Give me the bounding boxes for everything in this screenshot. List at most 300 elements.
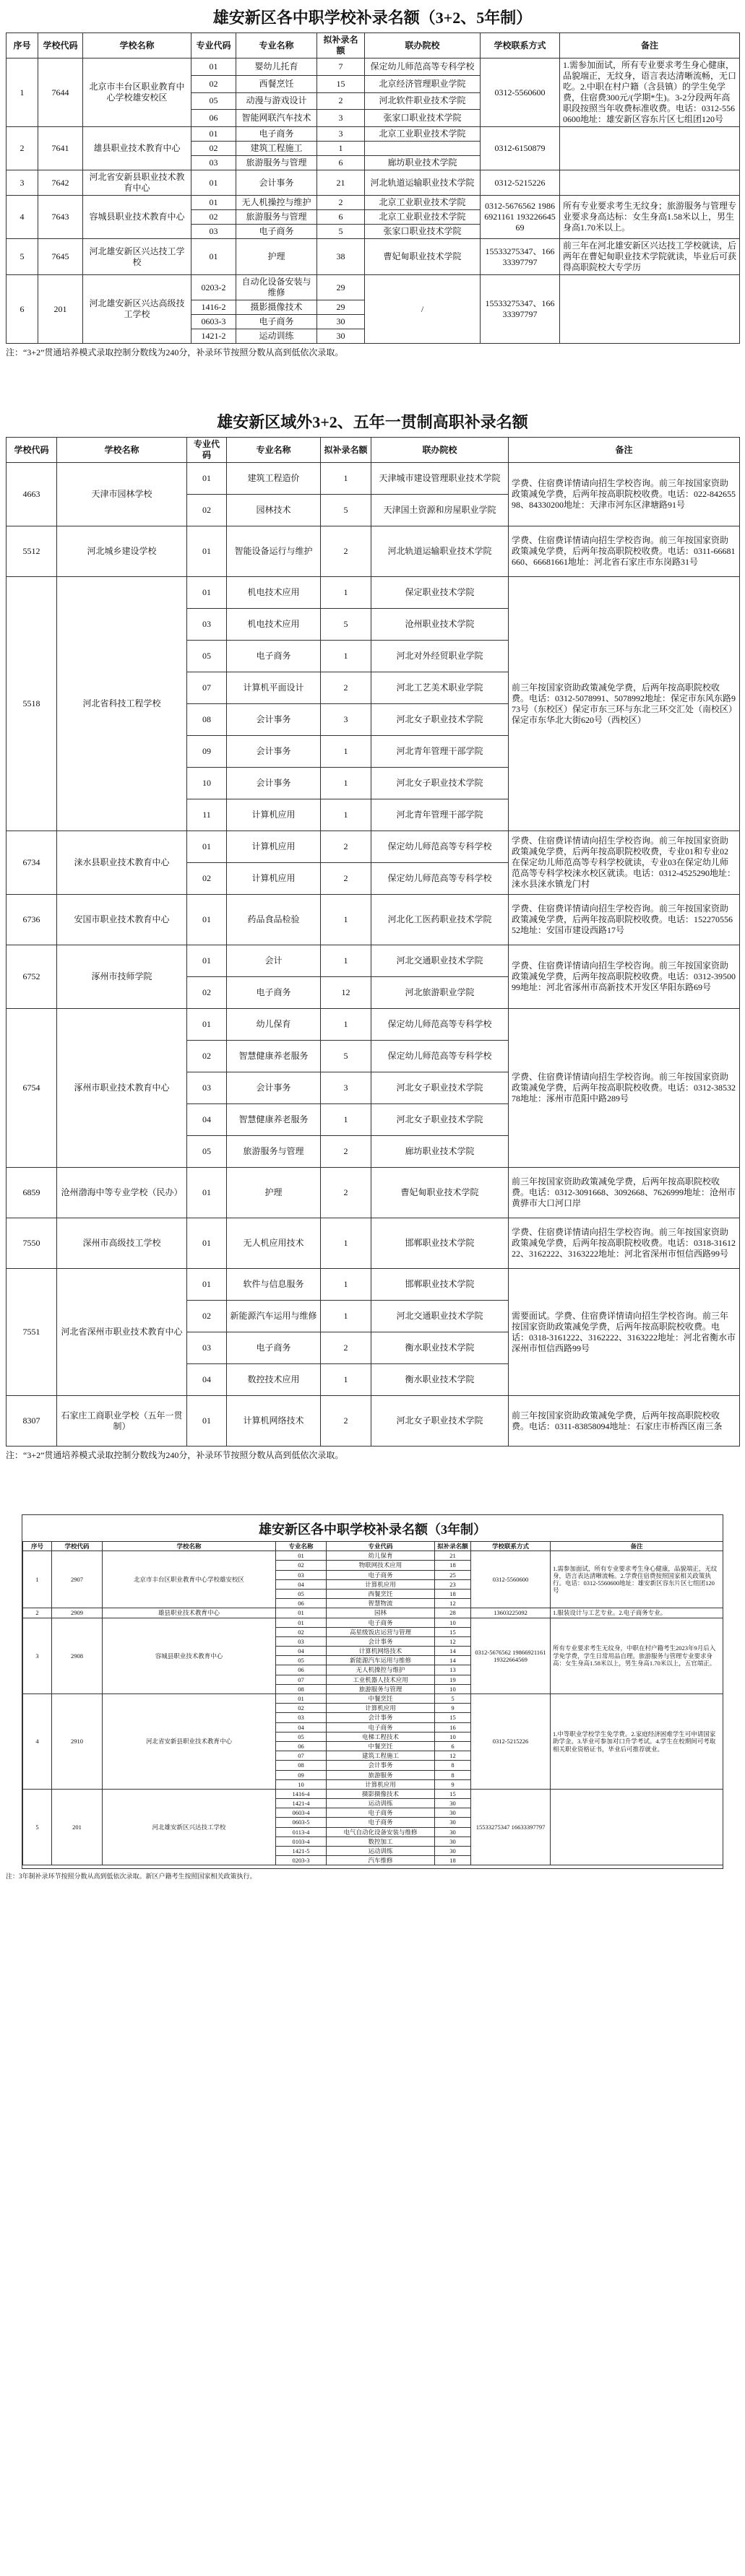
quota: 1 bbox=[317, 142, 365, 156]
major-code: 0103-4 bbox=[276, 1836, 327, 1846]
major-name: 电子商务 bbox=[227, 977, 321, 1009]
partner-college: 保定幼儿师范高等专科学校 bbox=[371, 1009, 509, 1041]
school-code: 6754 bbox=[7, 1009, 57, 1168]
school-name: 河北省安新县职业技术教育中心 bbox=[103, 1694, 276, 1790]
quota: 28 bbox=[435, 1608, 471, 1618]
major-code: 01 bbox=[187, 1396, 227, 1447]
quota: 1 bbox=[321, 1218, 371, 1269]
quota: 30 bbox=[435, 1836, 471, 1846]
major-code: 01 bbox=[276, 1694, 327, 1704]
table-row bbox=[7, 1269, 740, 1301]
table-row bbox=[7, 275, 740, 300]
table-row bbox=[7, 463, 740, 495]
school-name: 北京市丰台区职业教育中心学校雄安校区 bbox=[83, 58, 191, 127]
quota: 1 bbox=[321, 463, 371, 495]
quota: 5 bbox=[321, 609, 371, 641]
major-code: 03 bbox=[276, 1636, 327, 1646]
quota: 1 bbox=[321, 1104, 371, 1136]
t1-header-cell: 学校联系方式 bbox=[481, 33, 560, 58]
major-code: 0203-2 bbox=[191, 275, 236, 300]
major-code: 03 bbox=[276, 1713, 327, 1722]
t2-note: 注：“3+2”贯通培养模式录取控制分数线为240分，补录环节按照分数从高到低依次录取。 bbox=[6, 1450, 344, 1460]
remark bbox=[560, 275, 740, 344]
partner-college: 河北女子职业技术学院 bbox=[371, 768, 509, 799]
major-name: 数控技术应用 bbox=[227, 1364, 321, 1396]
section-t1 bbox=[0, 0, 745, 358]
quota: 8 bbox=[435, 1761, 471, 1770]
partner-college: 河北女子职业技术学院 bbox=[371, 1072, 509, 1104]
table-row bbox=[23, 1694, 723, 1704]
major-code: 03 bbox=[187, 1332, 227, 1364]
partner-college: 保定幼儿师范高等专科学校 bbox=[365, 58, 481, 76]
quota: 1 bbox=[321, 895, 371, 945]
school-code: 7551 bbox=[7, 1269, 57, 1396]
school-code: 6736 bbox=[7, 895, 57, 945]
major-code: 01 bbox=[187, 526, 227, 577]
major-name: 智慧健康养老服务 bbox=[227, 1104, 321, 1136]
section-t2 bbox=[0, 404, 745, 1461]
spacer bbox=[0, 358, 745, 404]
major-code: 0113-4 bbox=[276, 1827, 327, 1836]
major-name: 自动化设备安装与维修 bbox=[236, 275, 317, 300]
major-name: 中餐烹饪 bbox=[327, 1741, 435, 1751]
quota: 30 bbox=[435, 1847, 471, 1856]
major-code: 05 bbox=[276, 1589, 327, 1598]
partner-college: 天津国土资源和房屋职业学院 bbox=[371, 495, 509, 526]
quota: 5 bbox=[317, 225, 365, 239]
remark: 1.需参加面试，所有专业要求考生身心健康，品貌端正，无纹身，语言表达清晰流畅。2.学费住宿费按照国家相关政策执行。电话：0312-5560600地址：雄安新区容东片区七组团120号 bbox=[551, 1551, 723, 1608]
major-name: 会计事务 bbox=[227, 1072, 321, 1104]
major-name: 护理 bbox=[227, 1168, 321, 1218]
quota: 15 bbox=[317, 75, 365, 92]
remark: 学费、住宿费详情请向招生学校咨询。前三年按国家资助政策减免学费，后两年按高职院校收费。电话：0318-3161222、3162222、3163222地址：河北省深州市恒信西路99号 bbox=[509, 1218, 740, 1269]
major-code: 01 bbox=[191, 170, 236, 196]
major-name: 电子商务 bbox=[327, 1570, 435, 1579]
remark bbox=[560, 170, 740, 196]
partner-college: 河北工艺美术职业学院 bbox=[371, 672, 509, 704]
major-code: 06 bbox=[191, 110, 236, 127]
major-name: 旅游服务与管理 bbox=[236, 210, 317, 225]
major-name: 计算机平面设计 bbox=[227, 672, 321, 704]
school-contact: 15533275347、16633397797 bbox=[481, 275, 560, 344]
partner-college: 衡水职业技术学院 bbox=[371, 1332, 509, 1364]
t3-header-row bbox=[23, 1542, 723, 1551]
school-contact: 0312-5560600 bbox=[481, 58, 560, 127]
major-code: 01 bbox=[276, 1608, 327, 1618]
major-name: 会计事务 bbox=[327, 1761, 435, 1770]
major-code: 01 bbox=[187, 831, 227, 863]
quota: 30 bbox=[435, 1799, 471, 1808]
major-code: 04 bbox=[276, 1722, 327, 1732]
partner-college: 河北交通职业技术学院 bbox=[371, 1301, 509, 1332]
major-code: 01 bbox=[191, 58, 236, 76]
school-name: 石家庄工商职业学校（五年一贯制） bbox=[57, 1396, 187, 1447]
major-code: 01 bbox=[187, 895, 227, 945]
major-name: 无人机应用技术 bbox=[227, 1218, 321, 1269]
major-code: 1421-2 bbox=[191, 329, 236, 344]
major-name: 运动训练 bbox=[236, 329, 317, 344]
t3-note: 注：3年制补录环节按照分数从高到低依次录取。新区户籍考生按照国家相关政策执行。 bbox=[6, 1873, 257, 1881]
quota: 23 bbox=[435, 1579, 471, 1589]
major-name: 电气自动化设备安装与维修 bbox=[327, 1827, 435, 1836]
quota: 1 bbox=[321, 1301, 371, 1332]
spacer bbox=[0, 1461, 745, 1514]
major-name: 电子商务 bbox=[327, 1808, 435, 1818]
row-number: 3 bbox=[23, 1618, 52, 1694]
table-row bbox=[7, 170, 740, 196]
major-name: 西餐烹饪 bbox=[327, 1589, 435, 1598]
major-code: 01 bbox=[191, 196, 236, 210]
major-code: 07 bbox=[276, 1751, 327, 1761]
partner-college: 河北轨道运输职业技术学院 bbox=[371, 526, 509, 577]
school-name: 涿州市职业技术教育中心 bbox=[57, 1009, 187, 1168]
row-number: 5 bbox=[23, 1789, 52, 1865]
major-name: 会计事务 bbox=[327, 1636, 435, 1646]
remark: 前三年按国家资助政策减免学费，后两年按高职院校收费。电话：0311-83858094地址：石家庄市桥西区南三条 bbox=[509, 1396, 740, 1447]
table-row bbox=[7, 1168, 740, 1218]
school-name: 安国市职业技术教育中心 bbox=[57, 895, 187, 945]
major-name: 新能源汽车运用与维修 bbox=[227, 1301, 321, 1332]
remark: 学费、住宿费详情请向招生学校咨询。前三年按国家资助政策减免学费，后两年按高职院校收费，专业01和专业02在保定幼儿师范高等专科学校就读，专业03在保定幼儿师范高等专科学校涞水校区就读。电话：0312-4525290地址：涞水县涞水镇龙门村 bbox=[509, 831, 740, 895]
school-name: 河北省科技工程学校 bbox=[57, 577, 187, 831]
t2-header-cell: 备注 bbox=[509, 438, 740, 463]
major-name: 幼儿保育 bbox=[327, 1551, 435, 1561]
remark bbox=[551, 1789, 723, 1865]
school-code: 7644 bbox=[38, 58, 83, 127]
t3-body bbox=[23, 1551, 723, 1865]
quota: 3 bbox=[321, 1072, 371, 1104]
quota: 3 bbox=[317, 127, 365, 142]
major-code: 03 bbox=[191, 156, 236, 170]
major-name: 计算机应用 bbox=[227, 799, 321, 831]
major-name: 计算机应用 bbox=[327, 1779, 435, 1789]
quota: 2 bbox=[317, 196, 365, 210]
partner-college: 河北女子职业技术学院 bbox=[371, 1396, 509, 1447]
table-row bbox=[7, 526, 740, 577]
school-contact: 0312-6150879 bbox=[481, 127, 560, 170]
school-contact: 0312-5676562 19866921161 19322664569 bbox=[481, 196, 560, 239]
table-row bbox=[7, 895, 740, 945]
major-name: 旅游服务与管理 bbox=[236, 156, 317, 170]
major-name: 计算机应用 bbox=[227, 831, 321, 863]
t3-header-cell: 序号 bbox=[23, 1542, 52, 1551]
t3-table bbox=[22, 1541, 723, 1865]
table-row bbox=[7, 831, 740, 863]
major-code: 05 bbox=[187, 1136, 227, 1168]
major-code: 1416-2 bbox=[191, 300, 236, 315]
quota: 15 bbox=[435, 1627, 471, 1636]
school-code: 7643 bbox=[38, 196, 83, 239]
major-code: 0603-3 bbox=[191, 315, 236, 329]
quota: 2 bbox=[321, 1136, 371, 1168]
major-code: 06 bbox=[276, 1741, 327, 1751]
quota: 1 bbox=[321, 945, 371, 977]
remark: 1.中等职业学校学生免学费。2.家庭经济困难学生可申请国家助学金。3.毕业可参加对口升学考试。4.学生在校期间可考取相关职业资格证书，毕业后可推荐就业。 bbox=[551, 1694, 723, 1790]
t3-header-cell: 专业代码 bbox=[327, 1542, 435, 1551]
section-t3 bbox=[0, 1514, 745, 1881]
table-row bbox=[23, 1789, 723, 1798]
quota: 1 bbox=[321, 768, 371, 799]
partner-college: 沧州职业技术学院 bbox=[371, 609, 509, 641]
major-code: 04 bbox=[187, 1364, 227, 1396]
remark: 前三年按国家资助政策减免学费，后两年按高职院校收费。电话：0312-3091668、3092668、7626999地址：沧州市黄骅市大口河口岸 bbox=[509, 1168, 740, 1218]
quota: 1 bbox=[321, 1009, 371, 1041]
school-contact: 15533275347、16633397797 bbox=[481, 239, 560, 275]
partner-college: 邯郸职业技术学院 bbox=[371, 1218, 509, 1269]
quota: 12 bbox=[435, 1636, 471, 1646]
major-code: 04 bbox=[187, 1104, 227, 1136]
partner-college: 保定职业技术学院 bbox=[371, 577, 509, 609]
school-code: 5512 bbox=[7, 526, 57, 577]
major-code: 08 bbox=[187, 704, 227, 736]
quota: 38 bbox=[317, 239, 365, 275]
partner-college: 廊坊职业技术学院 bbox=[371, 1136, 509, 1168]
partner-college: 河北青年管理干部学院 bbox=[371, 799, 509, 831]
major-name: 电梯工程技术 bbox=[327, 1732, 435, 1741]
major-name: 西餐烹饪 bbox=[236, 75, 317, 92]
t3-header-cell: 拟补录名额 bbox=[435, 1542, 471, 1551]
quota: 2 bbox=[321, 1332, 371, 1364]
major-code: 02 bbox=[191, 210, 236, 225]
major-name: 电子商务 bbox=[236, 127, 317, 142]
quota: 2 bbox=[321, 1396, 371, 1447]
row-number: 2 bbox=[7, 127, 38, 170]
t3-header-cell: 学校代码 bbox=[52, 1542, 103, 1551]
major-name: 电子商务 bbox=[227, 641, 321, 672]
remark: 前三年在河北雄安新区兴达技工学校就读，后两年在曹妃甸职业技术学院就读，毕业后可获得高职院校大专学历 bbox=[560, 239, 740, 275]
major-code: 09 bbox=[187, 736, 227, 768]
quota: 16 bbox=[435, 1722, 471, 1732]
major-code: 03 bbox=[187, 609, 227, 641]
quota: 10 bbox=[435, 1732, 471, 1741]
partner-college: 保定幼儿师范高等专科学校 bbox=[371, 831, 509, 863]
major-code: 06 bbox=[276, 1599, 327, 1608]
row-number: 6 bbox=[7, 275, 38, 344]
major-name: 智慧物流 bbox=[327, 1599, 435, 1608]
t2-header-cell: 联办院校 bbox=[371, 438, 509, 463]
quota: 1 bbox=[321, 1364, 371, 1396]
t3-header-cell: 专业名称 bbox=[276, 1542, 327, 1551]
major-code: 03 bbox=[276, 1570, 327, 1579]
major-name: 旅游服务与管理 bbox=[327, 1684, 435, 1694]
major-name: 摄影摄像技术 bbox=[236, 300, 317, 315]
school-code: 6752 bbox=[7, 945, 57, 1009]
quota: 1 bbox=[321, 736, 371, 768]
row-number: 1 bbox=[23, 1551, 52, 1608]
major-code: 02 bbox=[187, 863, 227, 895]
school-name: 沧州渤海中等专业学校（民办） bbox=[57, 1168, 187, 1218]
school-code: 6734 bbox=[7, 831, 57, 895]
partner-college: 邯郸职业技术学院 bbox=[371, 1269, 509, 1301]
major-code: 04 bbox=[276, 1579, 327, 1589]
t3-header-cell: 备注 bbox=[551, 1542, 723, 1551]
partner-college: 天津城市建设管理职业技术学院 bbox=[371, 463, 509, 495]
school-name: 深州市高级技工学校 bbox=[57, 1218, 187, 1269]
quota: 13 bbox=[435, 1665, 471, 1675]
quota: 7 bbox=[317, 58, 365, 76]
school-code: 7645 bbox=[38, 239, 83, 275]
quota: 21 bbox=[435, 1551, 471, 1561]
major-name: 摄影摄像技术 bbox=[327, 1789, 435, 1798]
quota: 18 bbox=[435, 1856, 471, 1865]
quota: 1 bbox=[321, 577, 371, 609]
quota: 10 bbox=[435, 1684, 471, 1694]
major-name: 电子商务 bbox=[236, 225, 317, 239]
major-code: 01 bbox=[187, 1009, 227, 1041]
t1-header-cell: 学校名称 bbox=[83, 33, 191, 58]
row-number: 1 bbox=[7, 58, 38, 127]
school-contact: 0312-5560600 bbox=[471, 1551, 551, 1608]
quota: 6 bbox=[317, 210, 365, 225]
remark: 所有专业要求考生无纹身；旅游服务与管理专业要求身高达标：女生身高1.58米以上，男生身高1.70米以上。 bbox=[560, 196, 740, 239]
quota: 6 bbox=[435, 1741, 471, 1751]
major-name: 汽车维修 bbox=[327, 1856, 435, 1865]
major-name: 物联网技术应用 bbox=[327, 1561, 435, 1570]
quota: 29 bbox=[317, 300, 365, 315]
partner-college: 河北软件职业技术学院 bbox=[365, 92, 481, 110]
major-code: 10 bbox=[187, 768, 227, 799]
school-code: 2910 bbox=[52, 1694, 103, 1790]
major-code: 09 bbox=[276, 1770, 327, 1779]
major-code: 08 bbox=[276, 1761, 327, 1770]
quota: 2 bbox=[321, 672, 371, 704]
remark: 1.服装设计与工艺专业。2.电子商务专业。 bbox=[551, 1608, 723, 1618]
school-code: 7642 bbox=[38, 170, 83, 196]
partner-college: 河北青年管理干部学院 bbox=[371, 736, 509, 768]
major-name: 动漫与游戏设计 bbox=[236, 92, 317, 110]
partner-college: 曹妃甸职业技术学院 bbox=[371, 1168, 509, 1218]
major-name: 中餐烹饪 bbox=[327, 1694, 435, 1704]
major-code: 08 bbox=[276, 1684, 327, 1694]
partner-college: 河北对外经贸职业学院 bbox=[371, 641, 509, 672]
school-name: 河北省安新县职业技术教育中心 bbox=[83, 170, 191, 196]
major-name: 电子商务 bbox=[236, 315, 317, 329]
partner-college: 北京工业职业技术学院 bbox=[365, 210, 481, 225]
quota: 30 bbox=[435, 1818, 471, 1827]
major-code: 07 bbox=[187, 672, 227, 704]
quota: 30 bbox=[435, 1827, 471, 1836]
quota: 2 bbox=[321, 831, 371, 863]
t2-title: 雄安新区域外3+2、五年一贯制高职补录名额 bbox=[217, 413, 528, 431]
major-name: 计算机网络技术 bbox=[227, 1396, 321, 1447]
table-row bbox=[7, 945, 740, 977]
school-name: 河北雄安新区兴达技工学校 bbox=[83, 239, 191, 275]
partner-college: 衡水职业技术学院 bbox=[371, 1364, 509, 1396]
major-code: 01 bbox=[276, 1618, 327, 1627]
remark: 学费、住宿费详情请向招生学校咨询。前三年按国家资助政策减免学费，后两年按高职院校收费。电话：022-84265598、84330200地址：天津市河东区津塘路91号 bbox=[509, 463, 740, 526]
major-name: 药品食品检验 bbox=[227, 895, 321, 945]
school-contact: 15533275347 16633397797 bbox=[471, 1789, 551, 1865]
major-name: 新能源汽车运用与维修 bbox=[327, 1656, 435, 1665]
partner-college: 保定幼儿师范高等专科学校 bbox=[371, 1041, 509, 1072]
major-code: 01 bbox=[187, 577, 227, 609]
major-code: 01 bbox=[187, 1269, 227, 1301]
quota: 30 bbox=[317, 315, 365, 329]
school-name: 北京市丰台区职业教育中心学校雄安校区 bbox=[103, 1551, 276, 1608]
school-name: 河北城乡建设学校 bbox=[57, 526, 187, 577]
major-code: 0603-4 bbox=[276, 1808, 327, 1818]
partner-college bbox=[365, 142, 481, 156]
major-code: 05 bbox=[187, 641, 227, 672]
major-name: 会计事务 bbox=[227, 704, 321, 736]
major-code: 07 bbox=[276, 1675, 327, 1684]
major-code: 01 bbox=[187, 463, 227, 495]
remark: 前三年按国家资助政策减免学费，后两年按高职院校收费。电话：0312-5078991、5078992地址：保定市东风东路973号（东校区）保定市东三环与东北三环交汇处（南校区）保定市东华北大街620号（西校区） bbox=[509, 577, 740, 831]
major-name: 会计 bbox=[227, 945, 321, 977]
major-name: 软件与信息服务 bbox=[227, 1269, 321, 1301]
table-row bbox=[7, 1009, 740, 1041]
school-name: 容城县职业技术教育中心 bbox=[103, 1618, 276, 1694]
quota: 30 bbox=[317, 329, 365, 344]
school-contact: 13603225092 bbox=[471, 1608, 551, 1618]
quota: 6 bbox=[317, 156, 365, 170]
major-code: 02 bbox=[191, 75, 236, 92]
row-number: 5 bbox=[7, 239, 38, 275]
major-name: 智慧健康养老服务 bbox=[227, 1041, 321, 1072]
table-row bbox=[7, 127, 740, 142]
school-name: 雄县职业技术教育中心 bbox=[83, 127, 191, 170]
major-code: 01 bbox=[187, 945, 227, 977]
school-contact: 0312-5676562 19866921161 19322664569 bbox=[471, 1618, 551, 1694]
major-name: 园林 bbox=[327, 1608, 435, 1618]
quota: 15 bbox=[435, 1789, 471, 1798]
quota: 29 bbox=[317, 275, 365, 300]
t1-header-cell: 备注 bbox=[560, 33, 740, 58]
major-name: 计算机应用 bbox=[327, 1704, 435, 1713]
t1-header-cell: 专业代码 bbox=[191, 33, 236, 58]
t3-box bbox=[22, 1514, 723, 1869]
major-name: 建筑工程施工 bbox=[236, 142, 317, 156]
school-name: 涞水县职业技术教育中心 bbox=[57, 831, 187, 895]
school-contact: 0312-5215226 bbox=[481, 170, 560, 196]
table-row bbox=[7, 196, 740, 210]
quota: 2 bbox=[317, 92, 365, 110]
quota: 14 bbox=[435, 1647, 471, 1656]
major-code: 03 bbox=[187, 1072, 227, 1104]
major-code: 06 bbox=[276, 1665, 327, 1675]
school-name: 河北雄安新区兴达技工学校 bbox=[103, 1789, 276, 1865]
table-row bbox=[7, 1396, 740, 1447]
row-number: 3 bbox=[7, 170, 38, 196]
major-code: 05 bbox=[191, 92, 236, 110]
quota: 12 bbox=[321, 977, 371, 1009]
major-code: 03 bbox=[191, 225, 236, 239]
partner-college: 河北女子职业技术学院 bbox=[371, 1104, 509, 1136]
major-code: 02 bbox=[187, 1041, 227, 1072]
major-code: 02 bbox=[187, 977, 227, 1009]
quota: 18 bbox=[435, 1589, 471, 1598]
partner-college: 河北女子职业技术学院 bbox=[371, 704, 509, 736]
major-name: 智能设备运行与维护 bbox=[227, 526, 321, 577]
major-name: 幼儿保育 bbox=[227, 1009, 321, 1041]
t1-header-cell: 联办院校 bbox=[365, 33, 481, 58]
partner-college: 张家口职业技术学院 bbox=[365, 225, 481, 239]
t1-header-row bbox=[7, 33, 740, 58]
major-name: 机电技术应用 bbox=[227, 577, 321, 609]
major-code: 0203-3 bbox=[276, 1856, 327, 1865]
quota: 5 bbox=[321, 1041, 371, 1072]
t1-title: 雄安新区各中职学校补录名额（3+2、5年制） bbox=[212, 9, 533, 27]
quota: 12 bbox=[435, 1599, 471, 1608]
quota: 25 bbox=[435, 1570, 471, 1579]
school-name: 河北雄安新区兴达高级技工学校 bbox=[83, 275, 191, 344]
t1-header-cell: 序号 bbox=[7, 33, 38, 58]
major-code: 1421-4 bbox=[276, 1799, 327, 1808]
school-code: 6859 bbox=[7, 1168, 57, 1218]
major-name: 园林技术 bbox=[227, 495, 321, 526]
t2-header-cell: 专业名称 bbox=[227, 438, 321, 463]
t3-header-cell: 学校联系方式 bbox=[471, 1542, 551, 1551]
